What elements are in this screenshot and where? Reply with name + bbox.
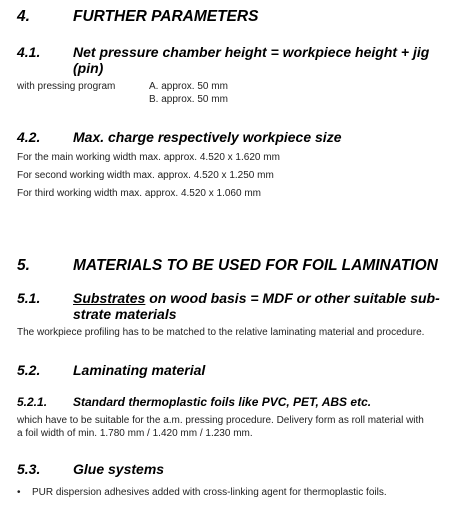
pressing-program-value-b: B. approx. 50 mm <box>149 94 228 105</box>
substrates-underlined: Substrates <box>73 290 146 306</box>
section-number: 4.1. <box>17 44 41 60</box>
section-title: Laminating material <box>73 362 206 378</box>
section-number: 5. <box>17 257 30 274</box>
section-title: Standard thermoplastic foils like PVC, PET, ABS etc. <box>73 395 372 409</box>
section-number: 5.2.1. <box>17 395 48 409</box>
glue-bullet-text: PUR dispersion adhesives added with cross-linking agent for thermoplastic foils. <box>32 487 387 498</box>
section-title: Glue systems <box>73 461 165 477</box>
section-number: 5.1. <box>17 290 41 306</box>
section-title-rest: on wood basis = MDF or other suitable sub- <box>145 290 440 306</box>
working-width-second: For second working width max. approx. 4.520 x 1.250 mm <box>17 170 274 181</box>
section-title-line-1 <box>73 290 452 307</box>
section-title-line-2: strate materials <box>73 306 177 322</box>
pressing-program-label: with pressing program <box>17 81 116 92</box>
section-number: 4.2. <box>17 129 41 145</box>
working-width-main: For the main working width max. approx. 4.520 x 1.620 mm <box>17 152 280 163</box>
section-title-line-2: (pin) <box>73 60 104 76</box>
working-width-third: For third working width max. approx. 4.520 x 1.060 mm <box>17 188 261 199</box>
pressing-program-value-a: A. approx. 50 mm <box>149 81 228 92</box>
section-title: FURTHER PARAMETERS <box>73 8 259 25</box>
section-title: MATERIALS TO BE USED FOR FOIL LAMINATION <box>73 257 438 274</box>
section-title-line-1: Net pressure chamber height = workpiece height + jig <box>73 44 430 60</box>
bullet-glyph: • <box>17 487 21 498</box>
foil-description-line-2: a foil width of min. 1.780 mm / 1.420 mm / 1.230 mm. <box>17 428 253 439</box>
section-number: 4. <box>17 8 30 25</box>
section-number: 5.3. <box>17 461 41 477</box>
foil-description-line-1: which have to be suitable for the a.m. pressing procedure. Delivery form as roll material with <box>17 415 424 426</box>
section-title: Max. charge respectively workpiece size <box>73 129 342 145</box>
section-number: 5.2. <box>17 362 41 378</box>
substrate-description: The workpiece profiling has to be matched to the relative laminating material and procedure. <box>17 327 425 338</box>
